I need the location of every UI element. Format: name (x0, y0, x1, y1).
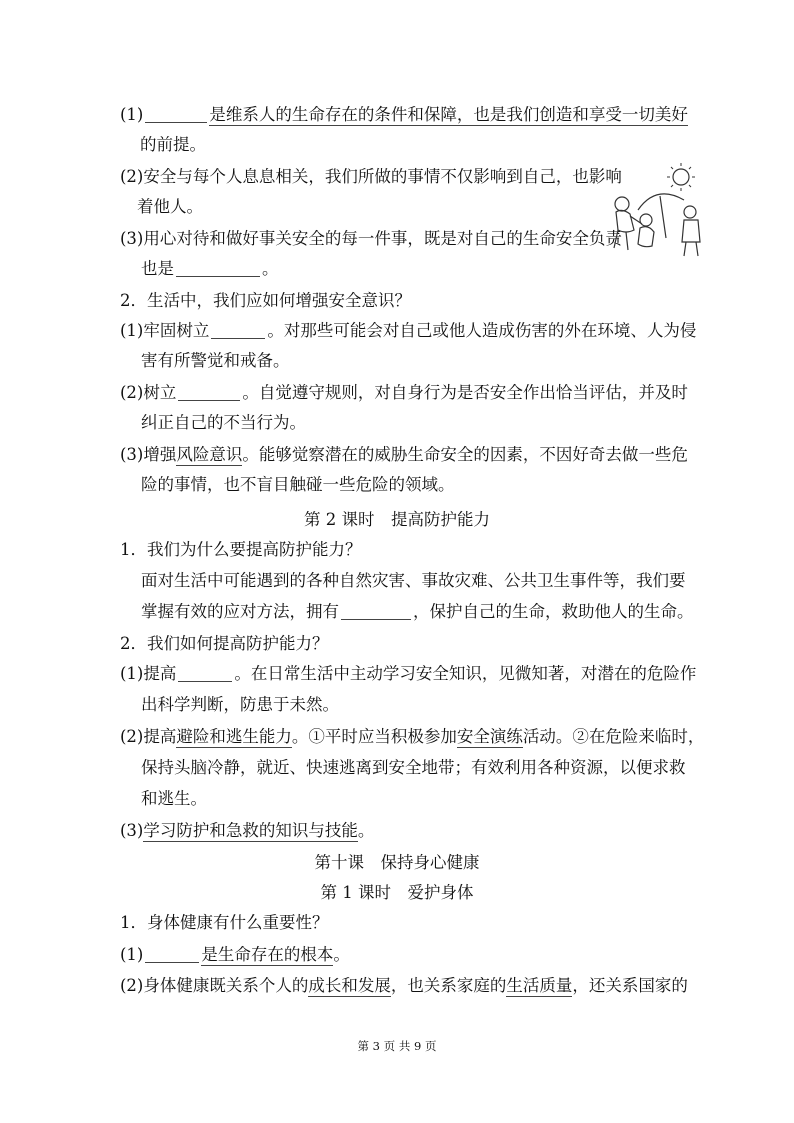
item-2-1-line-1 (120, 316, 696, 346)
item-text: 。在日常生活中主动学习安全知识，见微知著，对潜在的危险作 (234, 664, 697, 683)
item-2-2-line-2: 纠正自己的不当行为。 (141, 413, 306, 432)
item-1-2-line-1: (2)安全与每个人息息相关，我们所做的事情不仅影响到自己，也影响 (120, 167, 622, 186)
item-l2-2-line-2: 保持头脑冷静，就近、快速逃离到安全地带；有效利用各种资源，以便求救 (141, 758, 686, 777)
fill-blank (178, 384, 240, 401)
item-1-3-line-1: (3)用心对待和做好事关安全的每一件事，既是对自己的生命安全负责 (120, 229, 622, 248)
underlined-answer: 避险和逃生能力 (176, 727, 292, 746)
item-text: (3)增强 (120, 445, 177, 464)
children-umbrella-illustration (608, 160, 726, 264)
item-text: (2)身体健康既关系个人的 (120, 976, 309, 995)
lesson-2-question-2-title: 2．我们如何提高防护能力？ (120, 634, 329, 653)
item-text: ，也关系家庭的 (390, 976, 507, 995)
item-number: (1) (120, 105, 144, 124)
item-l2-2-line-3: 和逃生。 (141, 789, 207, 808)
fill-blank (145, 946, 199, 963)
item-l10-2-line-1 (120, 971, 688, 1001)
fill-blank (176, 260, 260, 277)
item-text: (1)牢固树立 (120, 321, 210, 340)
item-text: 。 (357, 821, 375, 840)
underlined-answer: 风险意识 (176, 445, 243, 464)
item-text: 。①平时应当积极参加 (291, 727, 457, 746)
fill-blank (211, 322, 265, 339)
item-l2-1-line-2: 出科学判断，防患于未然。 (141, 695, 339, 714)
item-text: 。 (333, 945, 350, 964)
item-1-1-line-2: 的前提。 (140, 135, 206, 154)
underlined-answer: 安全演练 (456, 727, 523, 746)
item-text: 。 (262, 259, 279, 278)
underlined-answer: 成长和发展 (308, 976, 391, 995)
fill-blank (341, 603, 411, 620)
item-l2-1-line-1 (120, 659, 696, 689)
item-2-1-line-2: 害有所警觉和戒备。 (141, 351, 290, 370)
lesson-2-question-1-title: 1．我们为什么要提高防护能力？ (120, 540, 362, 559)
item-text: ，还关系国家的 (572, 976, 688, 995)
item-2-3-line-1 (120, 440, 688, 470)
question-2-title: 2．生活中，我们应如何增强安全意识？ (120, 291, 411, 310)
fill-blank (178, 665, 232, 682)
item-text: 活动。②在危险来临时， (522, 727, 705, 746)
item-2-3-line-2: 险的事情，也不盲目触碰一些危险的领域。 (141, 475, 455, 494)
item-text: 。能够觉察潜在的威胁生命安全的因素，不因好奇去做一些危 (242, 445, 688, 464)
item-text: 也是 (141, 259, 174, 278)
item-text: 掌握有效的应对方法，拥有 (141, 602, 339, 621)
fill-blank (145, 106, 207, 123)
item-text: 是维系人的生命存在的条件和保障，也是我们创造和享受一切美好 (209, 105, 688, 124)
lesson-2-heading: 第 2 课时 提高防护能力 (304, 510, 490, 529)
underlined-answer: 生活质量 (506, 976, 573, 995)
lesson-2-question-1-line-2 (141, 597, 694, 627)
lesson-10-heading: 第十课 保持身心健康 (314, 853, 480, 872)
page-number-footer: 第 3 页 共 9 页 (357, 1039, 437, 1053)
item-text: (1)提高 (120, 664, 177, 683)
lesson-2-question-1-line-1: 面对生活中可能遇到的各种自然灾害、事故灾难、公共卫生事件等，我们要 (141, 571, 686, 590)
item-text: (2)树立 (120, 383, 177, 402)
item-2-2-line-1 (120, 378, 688, 408)
item-1-2-line-2: 着他人。 (137, 197, 203, 216)
item-text: 。对那些可能会对自己或他人造成伤害的外在环境、人为侵 (267, 321, 697, 340)
item-l10-1-line-1 (120, 940, 350, 970)
lesson-10-question-1-title: 1．身体健康有什么重要性？ (120, 913, 329, 932)
item-text: (2)提高 (120, 727, 177, 746)
item-l2-2-line-1 (120, 722, 704, 752)
item-1-3-line-2 (141, 254, 279, 284)
underlined-answer: 学习防护和急救的知识与技能 (143, 821, 358, 840)
underlined-answer: 是生命存在的根本 (201, 945, 334, 964)
item-l2-3-line-1 (120, 816, 374, 846)
item-1-1-line-1 (120, 100, 688, 130)
item-text: (3) (120, 821, 144, 840)
item-text: ，保护自己的生命，救助他人的生命。 (413, 602, 694, 621)
item-text: (1) (120, 945, 144, 964)
item-text: 。自觉遵守规则，对自身行为是否安全作出恰当评估，并及时 (242, 383, 688, 402)
lesson-10-subheading: 第 1 课时 爱护身体 (320, 883, 474, 902)
